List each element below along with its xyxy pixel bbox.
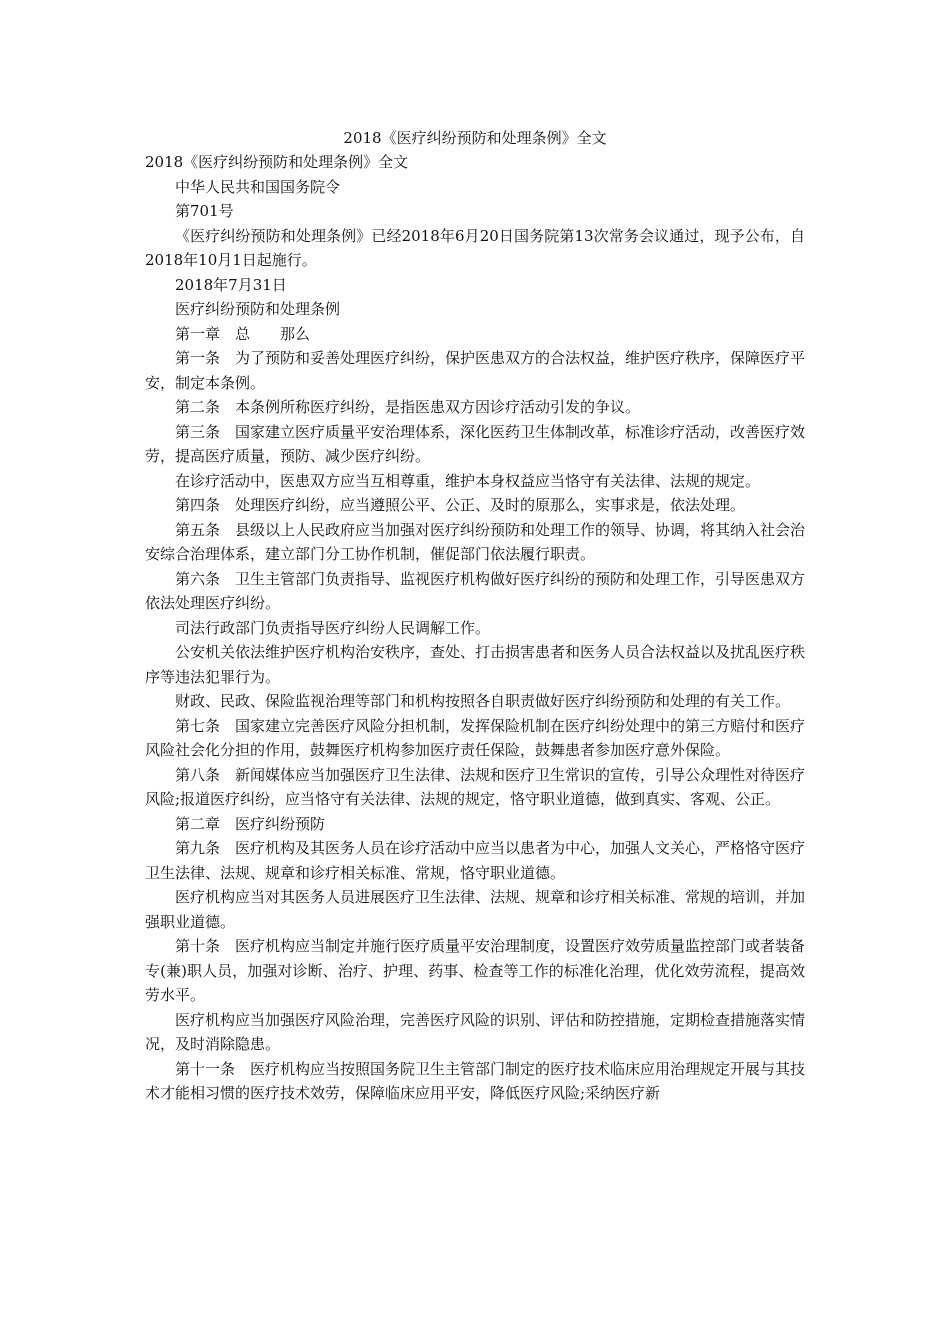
- paragraph: 第一条 为了预防和妥善处理医疗纠纷，保护医患双方的合法权益，维护医疗秩序，保障医疗平安，制定本条例。: [145, 349, 806, 392]
- paragraph: 第三条 国家建立医疗质量平安治理体系，深化医药卫生体制改革，标准诊疗活动，改善医疗效劳，提高医疗质量，预防、减少医疗纠纷。: [145, 422, 806, 465]
- paragraph: 医疗机构应当对其医务人员进展医疗卫生法律、法规、规章和诊疗相关标准、常规的培训，并加强职业道德。: [145, 888, 806, 931]
- paragraph: 医疗纠纷预防和处理条例: [175, 300, 341, 318]
- paragraph: 《医疗纠纷预防和处理条例》已经2018年6月20日国务院第13次常务会议通过，现予公布，自2018年10月1日起施行。: [145, 226, 805, 269]
- paragraph: 2018《医疗纠纷预防和处理条例》全文: [145, 153, 409, 171]
- paragraph: 第七条 国家建立完善医疗风险分担机制，发挥保险机制在医疗纠纷处理中的第三方赔付和医疗风险社会化分担的作用，鼓舞医疗机构参加医疗责任保险，鼓舞患者参加医疗意外保险。: [145, 716, 806, 759]
- paragraph: 第二章 医疗纠纷预防: [175, 814, 326, 833]
- paragraph: 医疗机构应当加强医疗风险治理，完善医疗风险的识别、评估和防控措施，定期检查措施落实情况，及时消除隐患。: [145, 1010, 806, 1053]
- paragraph: 第二条 本条例所称医疗纠纷，是指医患双方因诊疗活动引发的争议。: [175, 398, 641, 416]
- paragraph: 公安机关依法维护医疗机构治安秩序，查处、打击损害患者和医务人员合法权益以及扰乱医疗秩序等违法犯罪行为。: [145, 643, 806, 686]
- paragraph: 第五条 县级以上人民政府应当加强对医疗纠纷预防和处理工作的领导、协调，将其纳入社会治安综合治理体系，建立部门分工协作机制，催促部门依法履行职责。: [145, 520, 806, 563]
- paragraph: 第一章 总 那么: [175, 324, 311, 343]
- document-title: 2018《医疗纠纷预防和处理条例》全文: [343, 129, 607, 147]
- paragraph: 司法行政部门负责指导医疗纠纷人民调解工作。: [175, 618, 491, 637]
- paragraph: 第六条 卫生主管部门负责指导、监视医疗机构做好医疗纠纷的预防和处理工作，引导医患双方依法处理医疗纠纷。: [145, 569, 806, 612]
- paragraph: 2018年7月31日: [175, 275, 287, 294]
- document-page: [145, 126, 805, 1106]
- paragraph: 第十条 医疗机构应当制定并施行医疗质量平安治理制度，设置医疗效劳质量监控部门或者装备专(兼)职人员，加强对诊断、治疗、护理、药事、检查等工作的标准化治理，优化效劳流程，提高效劳水平。: [145, 937, 806, 1004]
- paragraph: 第十一条 医疗机构应当按照国务院卫生主管部门制定的医疗技术临床应用治理规定开展与其技术才能相习惯的医疗技术效劳，保障临床应用平安，降低医疗风险;采纳医疗新: [145, 1059, 806, 1102]
- paragraph: 中华人民共和国国务院令: [175, 177, 341, 196]
- document-body: [145, 150, 805, 1106]
- paragraph: 财政、民政、保险监视治理等部门和机构按照各自职责做好医疗纠纷预防和处理的有关工作。: [175, 692, 791, 710]
- paragraph: 第701号: [175, 202, 234, 220]
- paragraph: 在诊疗活动中，医患双方应当互相尊重，维护本身权益应当恪守有关法律、法规的规定。: [175, 471, 761, 490]
- paragraph: 第九条 医疗机构及其医务人员在诊疗活动中应当以患者为中心，加强人文关心，严格恪守医疗卫生法律、法规、规章和诊疗相关标准、常规，恪守职业道德。: [145, 839, 806, 882]
- paragraph: 第八条 新闻媒体应当加强医疗卫生法律、法规和医疗卫生常识的宣传，引导公众理性对待医疗风险;报道医疗纠纷，应当恪守有关法律、法规的规定，恪守职业道德，做到真实、客观、公正。: [145, 765, 806, 808]
- paragraph: 第四条 处理医疗纠纷，应当遵照公平、公正、及时的原那么，实事求是，依法处理。: [175, 496, 746, 514]
